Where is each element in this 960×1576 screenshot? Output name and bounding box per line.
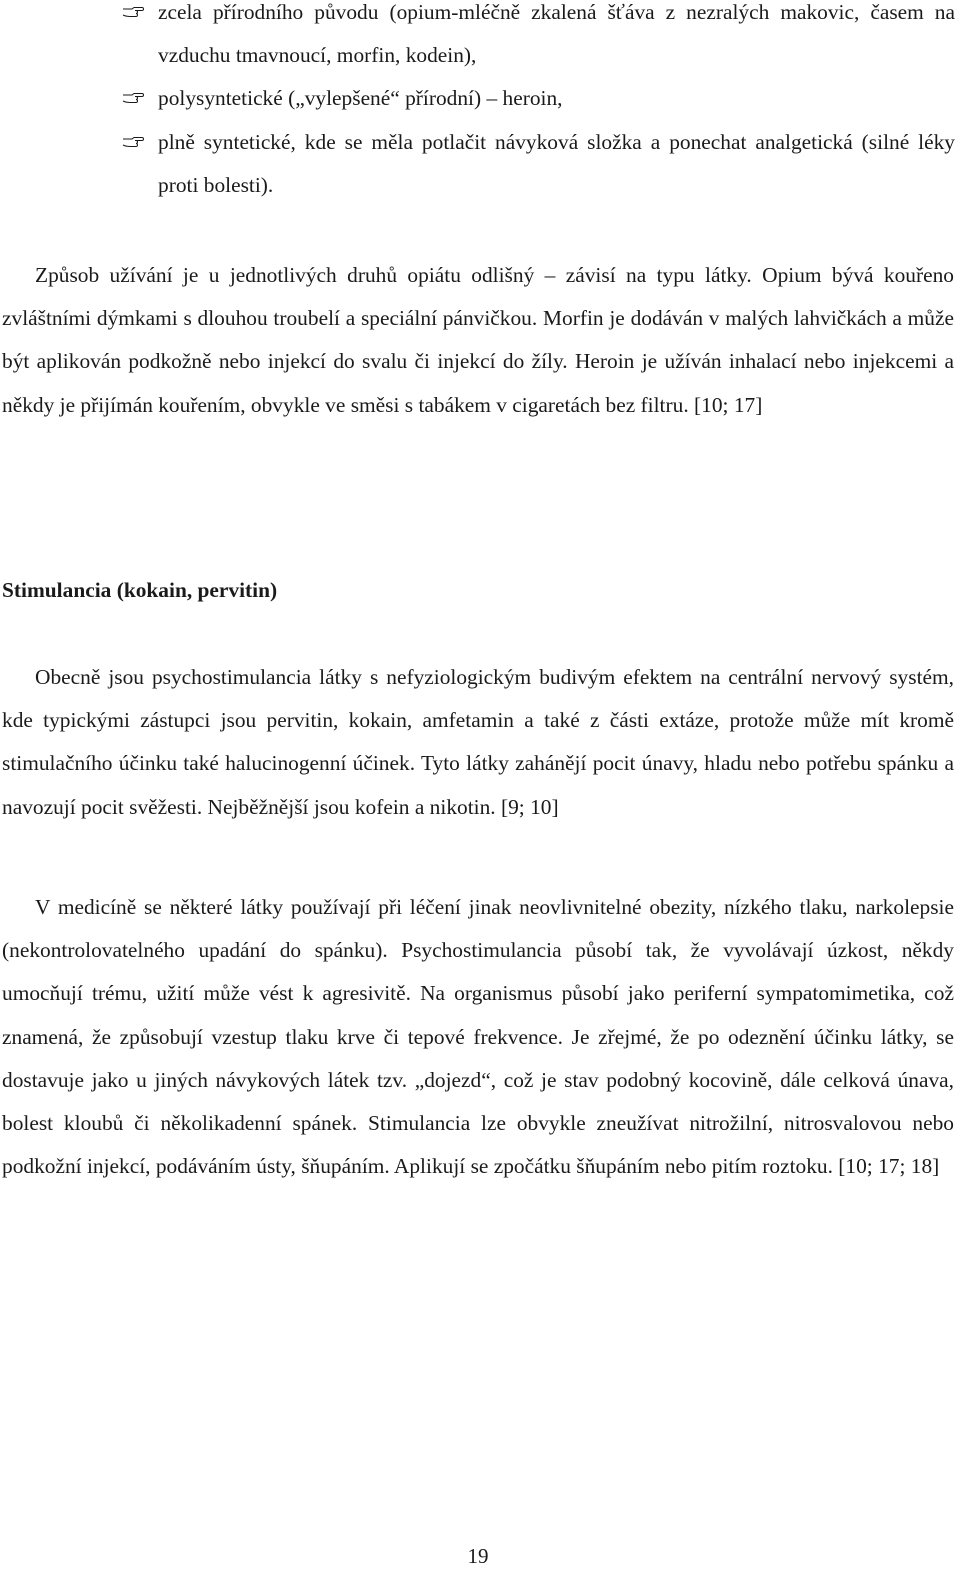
list-item: [122, 0, 955, 77]
pointing-hand-icon: [122, 91, 144, 105]
list-item-text: plně syntetické, kde se měla potlačit návyková složka a ponechat analgetická (silné léky proti bolesti).: [158, 129, 955, 197]
section-heading: Stimulancia (kokain, pervitin): [2, 578, 278, 602]
pointing-hand-icon: [122, 135, 144, 149]
stimulants-medicine-paragraph: V medicíně se některé látky používají při léčení jinak neovlivnitelné obezity, nízkého tlaku, narkolepsie (nekontrolovatelného upadání do spánku). Psychostimulancia působí tak, že vyvolávají úzkost, někdy umocňují trému, užití může vést k agresivitě. Na organismus působí jako periferní sympatomimetika, což znamená, že způsobují vzestup tlaku krve či tepové frekvence. Je zřejmé, že po odeznění účinku látky, se dostavuje jako u jiných návykových látek tzv. „dojezd“, což je stav podobný kocovině, dále celková únava, bolest kloubů či několikadenní spánek. Stimulancia lze obvykle zneužívat nitrožilní, nitrosvalovou nebo podkožní injekcí, podáváním ústy, šňupáním. Aplikují se zpočátku šňupáním nebo pitím roztoku. [10; 17; 18]: [2, 895, 954, 1179]
list-item-text: zcela přírodního původu (opium-mléčně zkalená šťáva z nezralých makovic, časem na vzduchu tmavnoucí, morfin, kodein),: [158, 0, 955, 68]
list-item: [122, 121, 955, 207]
stimulants-intro-paragraph: Obecně jsou psychostimulancia látky s nefyziologickým budivým efektem na centrální nervový systém, kde typickými zástupci jsou pervitin, kokain, amfetamin a také z části extáze, protože může mít kromě stimulačního účinku také halucinogenní účinek. Tyto látky zahánějí pocit únavy, hladu nebo potřebu spánku a navozují pocit svěžesti. Nejběžnější jsou kofein a nikotin. [9; 10]: [2, 665, 954, 819]
page-number: 19: [467, 1544, 489, 1568]
opiate-types-list: [122, 0, 955, 207]
pointing-hand-icon: [122, 5, 144, 19]
opiate-usage-paragraph: Způsob užívání je u jednotlivých druhů opiátu odlišný – závisí na typu látky. Opium bývá kouřeno zvláštními dýmkami s dlouhou troubelí a speciální pánvičkou. Morfin je dodáván v malých lahvičkách a může být aplikován podkožně nebo injekcí do svalu či injekcí do žíly. Heroin je užíván inhalací nebo injekcemi a někdy je přijímán kouřením, obvykle ve směsi s tabákem v cigaretách bez filtru. [10; 17]: [2, 263, 954, 417]
list-item-text: polysyntetické („vylepšené“ přírodní) – heroin,: [158, 86, 563, 111]
list-item: [122, 77, 955, 120]
